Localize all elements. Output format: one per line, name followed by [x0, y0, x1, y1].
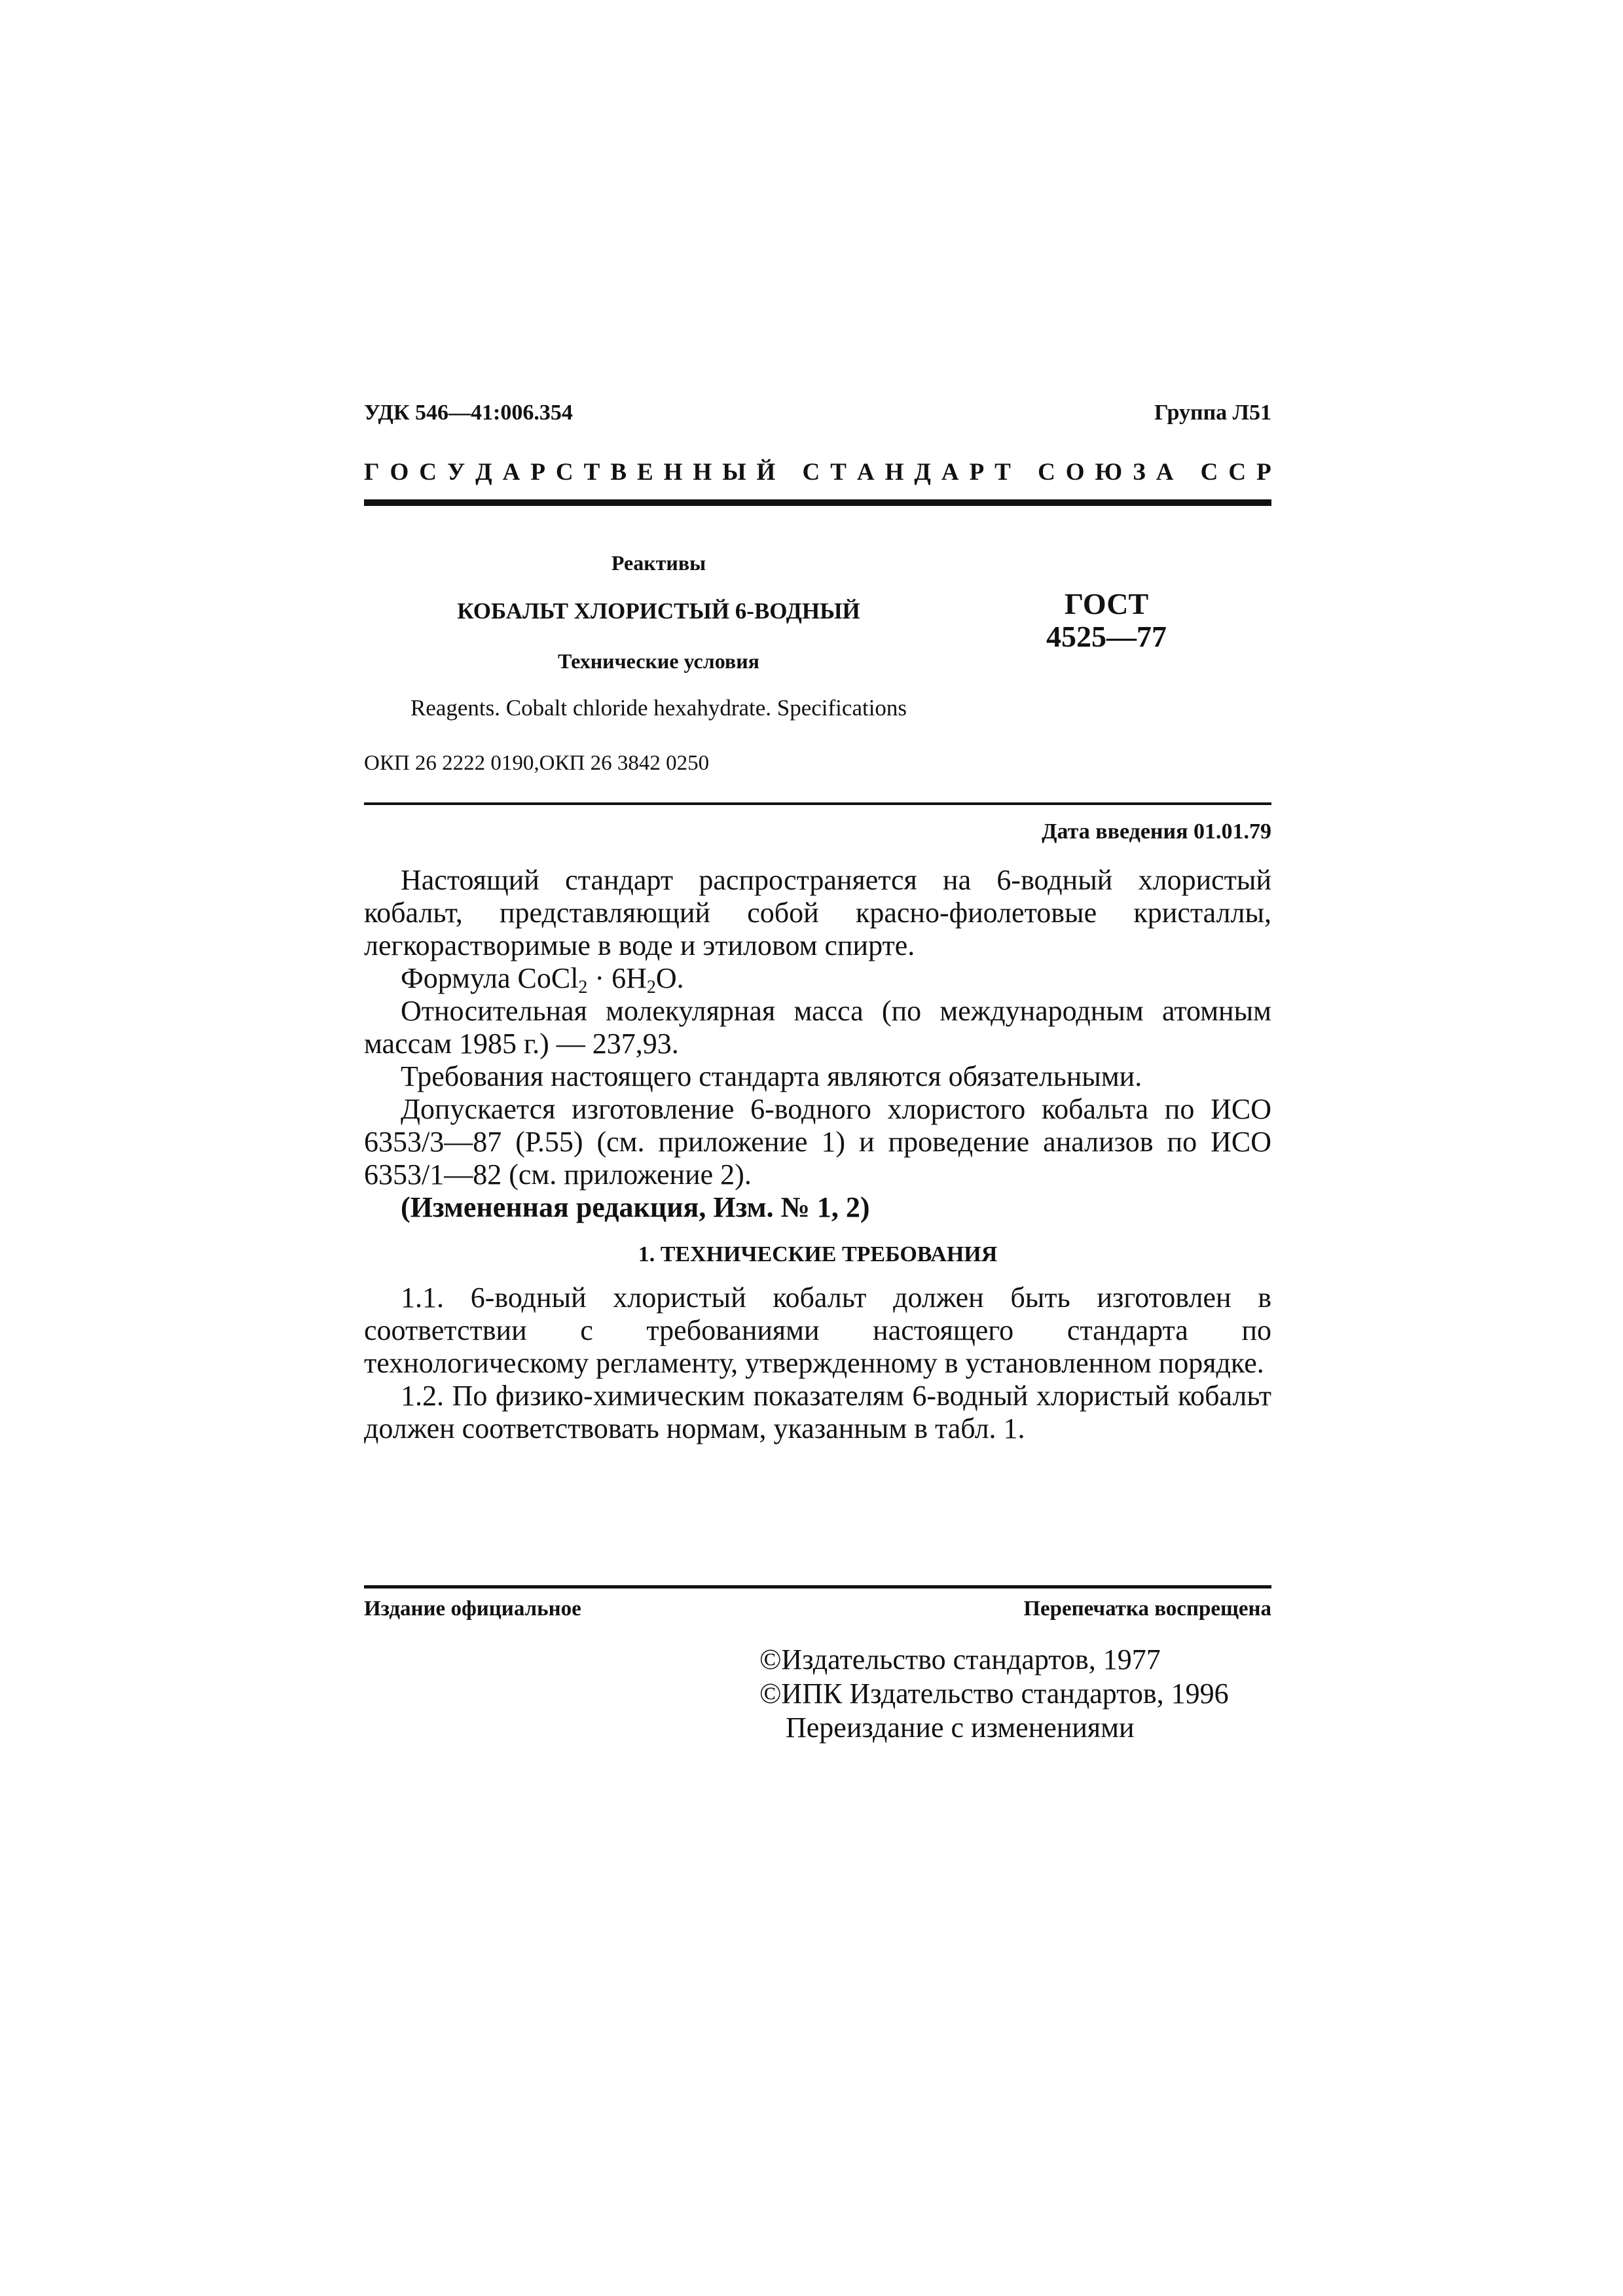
banner-letter: Р [1256, 459, 1271, 486]
copyright-line-1: ©Издательство стандартов, 1977 [759, 1643, 1161, 1676]
clause-1-2: 1.2. По физико-химическим показателям 6-водный хлористый кобальт должен соответствовать нормам, указанным в табл. 1. [364, 1380, 1271, 1444]
banner-letter: Ы [722, 459, 746, 486]
banner-letter: Н [693, 459, 712, 486]
banner-letter: О [390, 459, 409, 486]
banner-letter: А [1156, 459, 1174, 486]
banner-letter: Г [364, 459, 380, 486]
banner-letter: А [941, 459, 959, 486]
banner-space [786, 458, 792, 486]
banner-letter: Т [830, 459, 847, 486]
formula-middle: · 6H [587, 962, 647, 994]
banner-letter: Й [756, 459, 776, 486]
udk-code: УДК 546—41:006.354 [364, 401, 573, 425]
document-subtitle: Технические условия [558, 649, 759, 673]
banner-letter: А [856, 459, 875, 486]
banner-letter: О [1065, 459, 1085, 486]
banner-letter: Т [583, 459, 600, 486]
formula-suffix: O. [655, 962, 684, 994]
mandatory-paragraph: Требования настоящего стандарта являются обязательными. [401, 1060, 1142, 1092]
copyright-line-2: ©ИПК Издательство стандартов, 1996 [759, 1677, 1229, 1710]
banner-letter: С [1200, 459, 1218, 486]
banner-letter: Е [636, 459, 653, 486]
banner-letter: С [419, 459, 437, 486]
footer-rule [364, 1585, 1271, 1588]
banner-letter: Р [530, 459, 545, 486]
banner-letter: В [610, 459, 627, 486]
banner-letter: Ю [1095, 459, 1123, 486]
banner-letter: С [1228, 459, 1247, 486]
gost-designation [1021, 588, 1192, 653]
introduction-date: Дата введения 01.01.79 [1042, 819, 1271, 844]
official-edition-label: Издание официальное [364, 1597, 581, 1621]
formula-prefix: Формула CoCl [401, 962, 579, 994]
title-rule [364, 802, 1271, 805]
iso-paragraph: Допускается изготовление 6-водного хлористого кобальта по ИСО 6353/3—87 (Р.55) (см. приложение 1) и проведение анализов по ИСО 6353/1—82 (см. приложение 2). [364, 1093, 1271, 1191]
document-title: КОБАЛЬТ ХЛОРИСТЫЙ 6-ВОДНЫЙ [457, 598, 860, 624]
banner-space [1021, 458, 1027, 486]
banner-letter: С [555, 459, 574, 486]
banner-letter: У [447, 459, 465, 486]
amendment-note: (Измененная редакция, Изм. № 1, 2) [401, 1191, 870, 1223]
group-code: Группа Л51 [1154, 401, 1271, 425]
copyright-block [759, 1643, 1229, 1745]
formula-subscript-1: 2 [578, 977, 588, 997]
banner-letter: А [502, 459, 520, 486]
banner-space [1184, 458, 1190, 486]
banner-letter: Т [994, 459, 1011, 486]
intro-paragraph: Настоящий стандарт распространяется на 6-водный хлористый кобальт, представляющий собой красно-фиолетовые кристаллы, легкорастворимые в воде и этиловом спирте. [364, 864, 1271, 961]
okp-codes: ОКП 26 2222 0190,ОКП 26 3842 0250 [364, 751, 710, 775]
gost-label: ГОСТ [1064, 587, 1149, 620]
reissue-note: Переиздание с изменениями [786, 1712, 1135, 1744]
body-text [364, 864, 1271, 1445]
banner-letter: Д [475, 459, 492, 486]
header-rule [364, 499, 1271, 506]
category-label: Реактивы [611, 551, 706, 575]
banner-letter: Р [969, 459, 985, 486]
english-title: Reagents. Cobalt chloride hexahydrate. Specifications [410, 695, 907, 721]
banner-letter: С [1038, 459, 1055, 486]
formula-paragraph [364, 962, 1271, 995]
banner-letter: Н [663, 459, 683, 486]
banner-letter: З [1133, 459, 1146, 486]
standard-banner [364, 458, 1271, 486]
banner-letter: Д [914, 459, 931, 486]
molecular-mass-paragraph: Относительная молекулярная масса (по международным атомным массам 1985 г.) — 237,93. [364, 995, 1271, 1060]
clause-1-1: 1.1. 6-водный хлористый кобальт должен быть изготовлен в соответствии с требованиями настоящего стандарта по технологическому регламенту, утвержденному в установленном порядке. [364, 1282, 1271, 1379]
no-reprint-label: Перепечатка воспрещена [1023, 1597, 1271, 1621]
banner-letter: Н [884, 459, 904, 486]
section-heading: 1. ТЕХНИЧЕСКИЕ ТРЕБОВАНИЯ [638, 1242, 998, 1266]
formula-subscript-2: 2 [646, 977, 656, 997]
banner-letter: С [802, 459, 820, 486]
gost-number: 4525—77 [1046, 620, 1167, 653]
